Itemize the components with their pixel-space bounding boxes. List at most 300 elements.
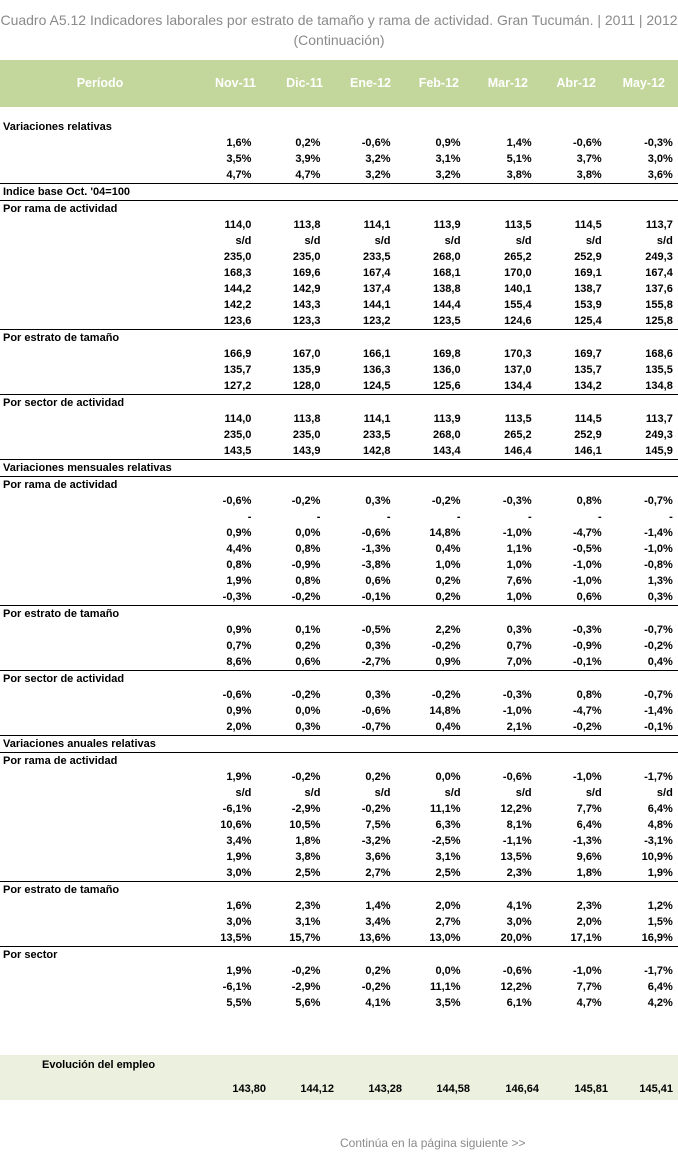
cell-padding — [673, 606, 678, 623]
table-cell — [320, 477, 390, 494]
table-header — [0, 60, 678, 107]
row-label — [0, 313, 183, 330]
table-cell: 1,1% — [506, 543, 532, 555]
table-cell — [532, 753, 602, 770]
cell-padding — [673, 297, 678, 313]
table-cell: s/d — [304, 235, 321, 247]
table-row — [0, 233, 678, 249]
row-label: Variaciones anuales relativas — [0, 736, 183, 753]
table-cell: 2,3% — [295, 900, 321, 912]
table-cell: 168,3 — [223, 267, 252, 279]
table-cell — [461, 460, 532, 477]
table-cell: 4,1% — [506, 900, 532, 912]
row-label: Por estrato de tamaño — [0, 330, 183, 347]
table-row — [0, 622, 678, 638]
table-cell: 113,7 — [645, 219, 673, 231]
table-cell: 137,6 — [645, 283, 673, 295]
table-cell — [320, 947, 390, 964]
table-cell: 2,5% — [435, 867, 461, 879]
table-cell: 0,3% — [295, 721, 321, 733]
table-cell — [183, 882, 251, 899]
table-cell: 0,4% — [647, 656, 673, 668]
table-cell: 137,0 — [504, 364, 532, 376]
section-row — [0, 201, 678, 218]
cell-padding — [673, 995, 678, 1011]
table-cell: 12,2% — [500, 981, 532, 993]
table-cell: -0,2% — [644, 640, 673, 652]
row-label — [0, 622, 183, 638]
cell-padding — [673, 914, 678, 930]
table-cell: 4,7% — [295, 169, 321, 181]
table-cell — [602, 184, 673, 201]
table-cell: 1,4% — [506, 137, 532, 149]
table-cell: 13,5% — [500, 851, 532, 863]
table-row — [0, 995, 678, 1011]
table-row — [0, 265, 678, 281]
table-cell: s/d — [444, 235, 461, 247]
table-row — [0, 703, 678, 719]
section-row — [0, 330, 678, 347]
table-cell: -1,0% — [502, 705, 532, 717]
table-cell: -0,7% — [644, 495, 673, 507]
table-cell — [251, 671, 320, 688]
table-cell: 135,5 — [645, 364, 673, 376]
row-label — [0, 849, 183, 865]
table-cell: 4,1% — [365, 997, 391, 1009]
column-header: Feb-12 — [418, 76, 459, 90]
table-row — [0, 557, 678, 573]
table-cell: 140,1 — [504, 283, 532, 295]
table-cell: -0,2% — [291, 591, 321, 603]
table-cell — [320, 882, 390, 899]
cell-padding — [673, 217, 678, 233]
cell-padding — [673, 395, 678, 412]
continue-link[interactable]: Continúa en la página siguiente >> — [340, 1136, 526, 1150]
table-cell — [532, 395, 602, 412]
table-cell: 170,0 — [504, 267, 532, 279]
table-row — [0, 589, 678, 606]
table-row — [0, 151, 678, 167]
cell-padding — [673, 362, 678, 378]
cell-padding — [673, 833, 678, 849]
table-cell: 6,1% — [506, 997, 532, 1009]
table-cell: 4,4% — [226, 543, 252, 555]
table-cell: 10,9% — [641, 851, 673, 863]
table-cell: -0,6% — [572, 137, 602, 149]
table-row — [0, 638, 678, 654]
footer-value: 144,58 — [436, 1083, 470, 1095]
table-cell: 0,8% — [576, 689, 602, 701]
table-cell: 6,4% — [647, 803, 673, 815]
row-label — [0, 217, 183, 233]
row-label — [0, 509, 183, 525]
table-cell: 127,2 — [223, 380, 252, 392]
table-cell: 17,1% — [570, 932, 602, 944]
table-cell: 5,1% — [506, 153, 532, 165]
table-cell — [251, 477, 320, 494]
table-row — [0, 769, 678, 785]
cell-padding — [673, 849, 678, 865]
row-label — [0, 801, 183, 817]
table-cell: 0,8% — [295, 543, 321, 555]
table-row — [0, 833, 678, 849]
table-cell: -0,6% — [361, 137, 391, 149]
cell-padding — [673, 557, 678, 573]
table-cell: 170,3 — [504, 348, 532, 360]
table-cell: 143,9 — [292, 445, 321, 457]
table-cell: 1,9% — [226, 575, 252, 587]
table-cell: 123,6 — [223, 315, 252, 327]
table-cell: 0,2% — [435, 575, 461, 587]
row-label — [0, 151, 183, 167]
table-cell: -2,9% — [291, 803, 321, 815]
table-cell: 169,8 — [433, 348, 461, 360]
row-label — [0, 557, 183, 573]
table-cell: 0,7% — [226, 640, 252, 652]
cell-padding — [673, 801, 678, 817]
table-cell: 1,0% — [435, 559, 461, 571]
table-cell — [183, 184, 251, 201]
table-cell — [532, 330, 602, 347]
table-row — [0, 865, 678, 882]
table-cell: 0,6% — [576, 591, 602, 603]
table-cell: 249,3 — [645, 251, 673, 263]
table-cell: 0,0% — [435, 965, 461, 977]
table-cell: 14,8% — [429, 705, 461, 717]
section-row — [0, 460, 678, 477]
table-cell: 12,2% — [500, 803, 532, 815]
footer-title: Evolución del empleo — [42, 1059, 156, 1071]
cell-padding — [673, 817, 678, 833]
table-cell: 3,5% — [435, 997, 461, 1009]
table-cell — [602, 753, 673, 770]
table-cell — [391, 330, 461, 347]
table-cell — [391, 947, 461, 964]
table-cell: 3,4% — [226, 835, 252, 847]
table-cell — [183, 671, 251, 688]
table-cell: 2,2% — [435, 624, 461, 636]
table-cell: -1,7% — [644, 771, 673, 783]
cell-padding — [673, 509, 678, 525]
table-cell: 146,1 — [574, 445, 602, 457]
table-row — [0, 525, 678, 541]
table-cell: 138,8 — [433, 283, 461, 295]
table-cell: s/d — [235, 235, 252, 247]
table-cell: 1,9% — [226, 771, 252, 783]
table-cell: -0,6% — [361, 527, 391, 539]
footer-value: 143,80 — [232, 1083, 266, 1095]
table-cell — [602, 882, 673, 899]
table-cell: 113,7 — [645, 413, 673, 425]
row-label — [0, 297, 183, 313]
cell-padding — [673, 201, 678, 218]
table-cell: 7,6% — [506, 575, 532, 587]
row-label — [0, 785, 183, 801]
table-cell: 11,1% — [429, 803, 461, 815]
table-cell: -0,2% — [361, 803, 391, 815]
table-cell — [183, 736, 251, 753]
table-cell: -0,6% — [502, 771, 532, 783]
table-cell — [183, 947, 251, 964]
cell-padding — [673, 882, 678, 899]
table-cell: 1,5% — [647, 916, 673, 928]
table-cell: -0,3% — [644, 137, 673, 149]
table-row — [0, 443, 678, 460]
table-cell: 10,6% — [220, 819, 252, 831]
table-cell: 3,6% — [647, 169, 673, 181]
footer-value: 145,41 — [639, 1083, 673, 1095]
table-cell: -1,7% — [644, 965, 673, 977]
table-cell — [251, 736, 320, 753]
table-cell: 0,4% — [435, 721, 461, 733]
row-label: Por rama de actividad — [0, 477, 183, 494]
table-cell: -3,8% — [361, 559, 391, 571]
table-cell — [602, 119, 673, 135]
table-cell: -4,7% — [572, 705, 602, 717]
table-row — [0, 346, 678, 362]
cell-padding — [673, 573, 678, 589]
table-cell: 1,4% — [365, 900, 391, 912]
table-cell: 2,7% — [435, 916, 461, 928]
table-cell: 2,0% — [435, 900, 461, 912]
table-row — [0, 135, 678, 151]
table-cell: 123,2 — [362, 315, 391, 327]
table-cell: 144,2 — [223, 283, 252, 295]
table-cell: -0,6% — [222, 689, 252, 701]
table-cell — [183, 119, 251, 135]
table-cell: - — [456, 511, 461, 523]
table-cell: 252,9 — [574, 429, 602, 441]
row-label — [0, 573, 183, 589]
row-label — [0, 525, 183, 541]
table-cell — [391, 736, 461, 753]
table-cell: 0,0% — [295, 527, 321, 539]
table-cell: 1,0% — [506, 591, 532, 603]
cell-padding — [673, 135, 678, 151]
table-cell: - — [598, 511, 602, 523]
column-header: Abr-12 — [556, 76, 596, 90]
table-cell: 137,4 — [362, 283, 391, 295]
table-cell — [251, 201, 320, 218]
table-cell: 146,4 — [504, 445, 532, 457]
table-cell: -1,0% — [502, 527, 532, 539]
table-cell: 125,6 — [433, 380, 461, 392]
table-cell: 10,5% — [289, 819, 321, 831]
table-cell: -1,0% — [572, 559, 602, 571]
table-cell: 7,7% — [576, 981, 602, 993]
table-cell — [251, 184, 320, 201]
table-cell — [461, 201, 532, 218]
table-cell: -2,5% — [431, 835, 461, 847]
cell-padding — [673, 541, 678, 557]
table-cell: 13,5% — [220, 932, 252, 944]
table-cell: 9,6% — [576, 851, 602, 863]
table-cell: 268,0 — [433, 251, 461, 263]
table-cell: 3,6% — [365, 851, 391, 863]
table-cell — [532, 477, 602, 494]
cell-padding — [673, 719, 678, 736]
table-cell: s/d — [515, 787, 532, 799]
table-cell — [391, 753, 461, 770]
table-cell: 235,0 — [292, 429, 321, 441]
table-row — [0, 509, 678, 525]
row-label: Por sector de actividad — [0, 671, 183, 688]
table-cell: -1,0% — [572, 575, 602, 587]
row-label — [0, 719, 183, 736]
table-cell: -0,5% — [361, 624, 391, 636]
table-cell: 153,9 — [574, 299, 602, 311]
column-header: Ene-12 — [350, 76, 391, 90]
table-cell: 7,7% — [576, 803, 602, 815]
table-cell: 249,3 — [645, 429, 673, 441]
table-row — [0, 281, 678, 297]
row-label — [0, 898, 183, 914]
row-label — [0, 167, 183, 184]
table-cell: -2,7% — [361, 656, 391, 668]
table-cell: 0,9% — [435, 137, 461, 149]
cell-padding — [673, 460, 678, 477]
table-cell: -1,4% — [644, 527, 673, 539]
table-cell: s/d — [374, 235, 391, 247]
table-cell — [602, 460, 673, 477]
table-row — [0, 297, 678, 313]
cell-padding — [673, 703, 678, 719]
table-cell — [320, 753, 390, 770]
table-cell: 1,9% — [226, 851, 252, 863]
table-cell: 0,2% — [295, 640, 321, 652]
table-cell — [602, 947, 673, 964]
table-cell: 113,9 — [433, 219, 461, 231]
table-cell: 0,6% — [295, 656, 321, 668]
table-cell: -0,6% — [361, 705, 391, 717]
table-cell — [602, 201, 673, 218]
table-row — [0, 427, 678, 443]
table-cell: 136,3 — [362, 364, 391, 376]
table-cell: 3,0% — [226, 916, 252, 928]
table-cell — [251, 882, 320, 899]
table-cell — [461, 882, 532, 899]
table-cell: 113,8 — [293, 219, 321, 231]
table-cell: 144,1 — [362, 299, 391, 311]
table-cell: 3,8% — [506, 169, 532, 181]
table-cell: -0,5% — [572, 543, 602, 555]
cell-padding — [673, 443, 678, 460]
table-cell: 145,9 — [645, 445, 673, 457]
cell-padding — [673, 930, 678, 947]
cell-padding — [673, 346, 678, 362]
table-row — [0, 898, 678, 914]
table-cell: 1,9% — [647, 867, 673, 879]
table-cell: 169,7 — [574, 348, 602, 360]
table-cell: 124,6 — [504, 315, 532, 327]
table-cell: 7,5% — [365, 819, 391, 831]
table-cell: 0,9% — [435, 656, 461, 668]
table-cell: s/d — [374, 787, 391, 799]
table-cell: 6,4% — [576, 819, 602, 831]
table-cell: 0,2% — [365, 965, 391, 977]
table-cell: - — [669, 511, 673, 523]
table-cell: -0,2% — [431, 495, 461, 507]
table-cell: 142,9 — [292, 283, 321, 295]
table-cell — [461, 606, 532, 623]
table-cell: -0,2% — [291, 495, 321, 507]
table-cell: 0,8% — [295, 575, 321, 587]
table-cell: 124,5 — [362, 380, 391, 392]
table-cell: 3,1% — [435, 153, 461, 165]
table-cell — [532, 201, 602, 218]
table-title: Cuadro A5.12 Indicadores laborales por estrato de tamaño y rama de actividad. Gran Tucumán. | 2011 | 2012 (Continuación) — [0, 12, 678, 48]
table-cell: -0,9% — [291, 559, 321, 571]
table-cell: -0,2% — [572, 721, 602, 733]
table-cell — [251, 119, 320, 135]
cell-padding — [673, 865, 678, 882]
section-row — [0, 947, 678, 964]
table-cell — [391, 882, 461, 899]
table-cell — [602, 736, 673, 753]
table-row — [0, 217, 678, 233]
table-cell: 5,6% — [295, 997, 321, 1009]
table-cell — [461, 736, 532, 753]
table-cell: 135,7 — [223, 364, 252, 376]
table-cell: 114,0 — [224, 413, 252, 425]
row-label: Por rama de actividad — [0, 201, 183, 218]
table-cell: -0,3% — [502, 495, 532, 507]
table-cell: 0,9% — [226, 527, 252, 539]
section-row — [0, 395, 678, 412]
table-cell: 0,3% — [365, 640, 391, 652]
table-cell: -0,3% — [572, 624, 602, 636]
table-cell: 0,0% — [435, 771, 461, 783]
table-cell: 166,9 — [223, 348, 252, 360]
table-cell: 3,0% — [226, 867, 252, 879]
table-cell: 168,6 — [645, 348, 673, 360]
table-row — [0, 167, 678, 184]
cell-padding — [673, 167, 678, 184]
table-cell: 3,1% — [295, 916, 321, 928]
table-cell: 3,7% — [576, 153, 602, 165]
table-cell: 0,3% — [365, 689, 391, 701]
table-cell: 0,9% — [226, 624, 252, 636]
table-cell: 1,8% — [295, 835, 321, 847]
table-cell: 3,2% — [365, 153, 391, 165]
table-cell: 1,9% — [226, 965, 252, 977]
table-cell: 114,5 — [574, 219, 602, 231]
cell-padding — [673, 427, 678, 443]
table-cell: 125,4 — [574, 315, 602, 327]
footer-value: 145,81 — [574, 1083, 608, 1095]
table-cell: 11,1% — [429, 981, 461, 993]
table-cell: s/d — [585, 235, 602, 247]
table-cell: 3,1% — [435, 851, 461, 863]
table-cell: -4,7% — [572, 527, 602, 539]
row-label — [0, 638, 183, 654]
table-cell: 144,4 — [433, 299, 461, 311]
table-cell: 1,8% — [576, 867, 602, 879]
table-cell: -1,3% — [361, 543, 391, 555]
table-cell: 2,5% — [295, 867, 321, 879]
table-cell: -6,1% — [222, 981, 252, 993]
column-header: Mar-12 — [487, 76, 528, 90]
table-cell — [532, 671, 602, 688]
cell-padding — [673, 947, 678, 964]
table-cell: 13,6% — [359, 932, 391, 944]
table-cell — [602, 395, 673, 412]
table-cell: -6,1% — [222, 803, 252, 815]
cell-padding — [673, 330, 678, 347]
table-cell — [183, 606, 251, 623]
table-cell: 134,8 — [645, 380, 673, 392]
cell-padding — [673, 736, 678, 753]
